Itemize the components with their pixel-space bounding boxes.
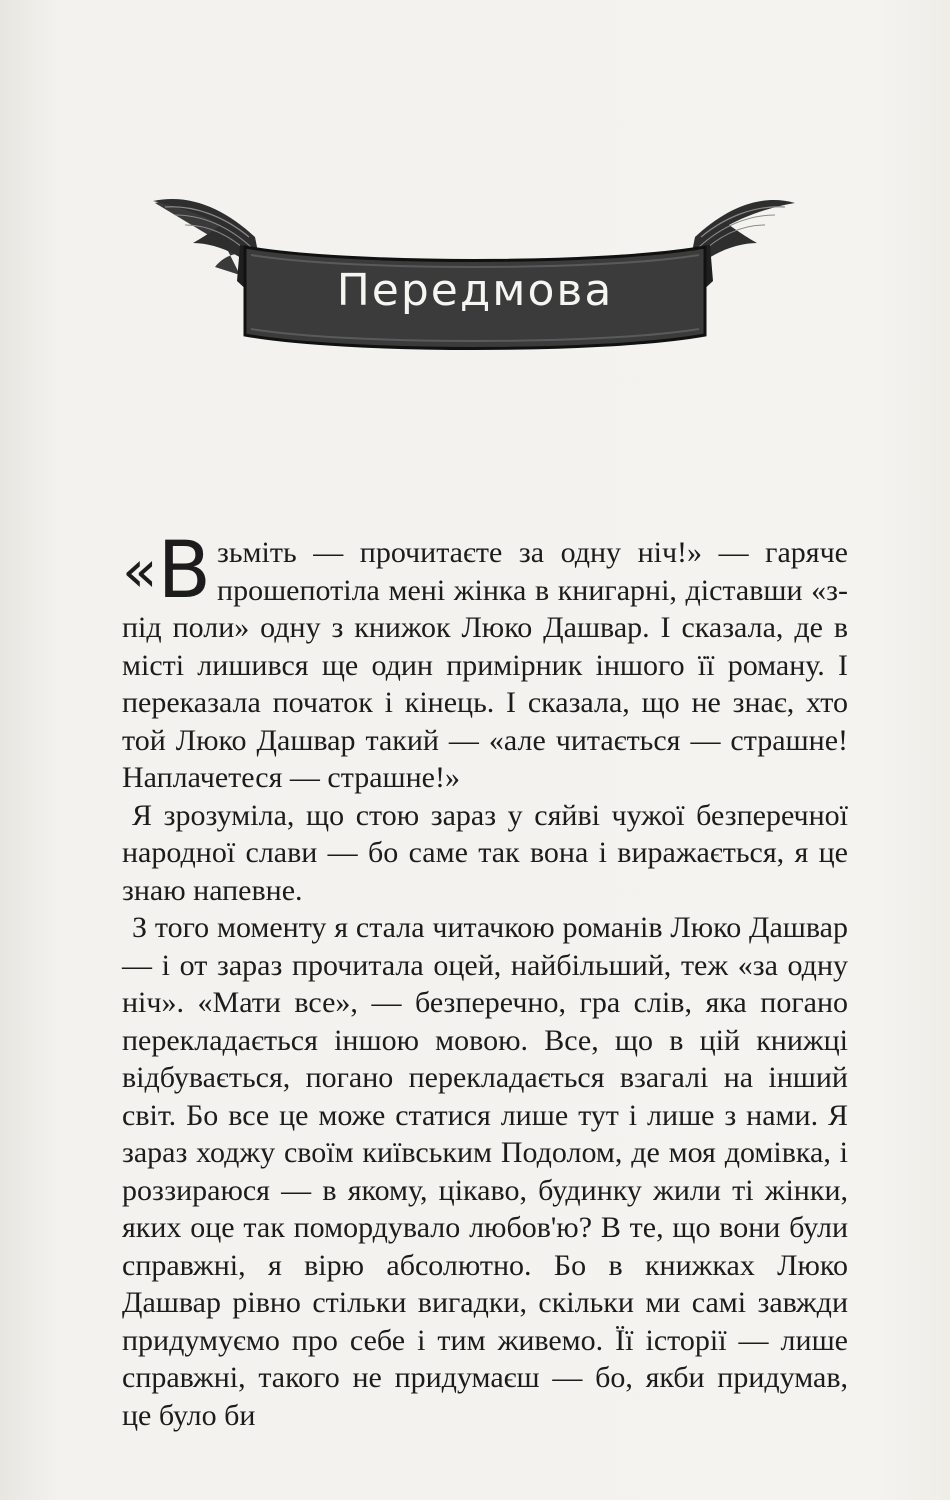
dropcap-quote: « xyxy=(122,537,158,605)
paragraph: Я зрозуміла, що стою зараз у сяйві чужої безперечної народної слави — бо саме так вона і виражається, я це знаю напевне. xyxy=(122,798,848,907)
intro-text: зьміть — прочитаєте за одну ніч!» — гаряче прошепотіла мені жінка в книгарні, діставши «з-під поли» одну з книжок Люко Дашвар. І сказала, де в місті лишився ще один примірник іншого її роману. І переказала початок і кінець. І сказала, що не знає, хто той Люко Дашвар такий — «але читається — страшне! Наплачетеся — страшне!» xyxy=(122,536,848,794)
chapter-banner xyxy=(145,185,805,370)
chapter-title: Передмова xyxy=(336,265,614,316)
dropcap xyxy=(122,526,212,616)
intro-paragraph xyxy=(122,526,848,797)
body-text xyxy=(122,526,848,1434)
dropcap-letter: В xyxy=(157,526,212,616)
paragraph: З того моменту я стала читачкою романів Люко Дашвар — і от зараз прочитала оцей, найбільший, теж «за одну ніч». «Мати все», — безперечно, гра слів, яка погано перекладається іншою мовою. Все, що в цій книжці відбувається, погано перекладається взагалі на інший світ. Бо все це може статися лише тут і лише з нами. Я зараз ходжу своїм київським Подолом, де моя домівка, і роззираюся — в якому, цікаво, будинку жили ті жінки, яких оце так помордувало любов'ю? В те, що вони були справжні, я вірю абсолютно. Бо в книжках Люко Дашвар рівно стільки вигадки, скільки ми самі завжди придумуємо про себе і тим живемо. Її історії — лише справжні, такого не придумаєш — бо, якби придумав, це було би xyxy=(122,911,848,1432)
